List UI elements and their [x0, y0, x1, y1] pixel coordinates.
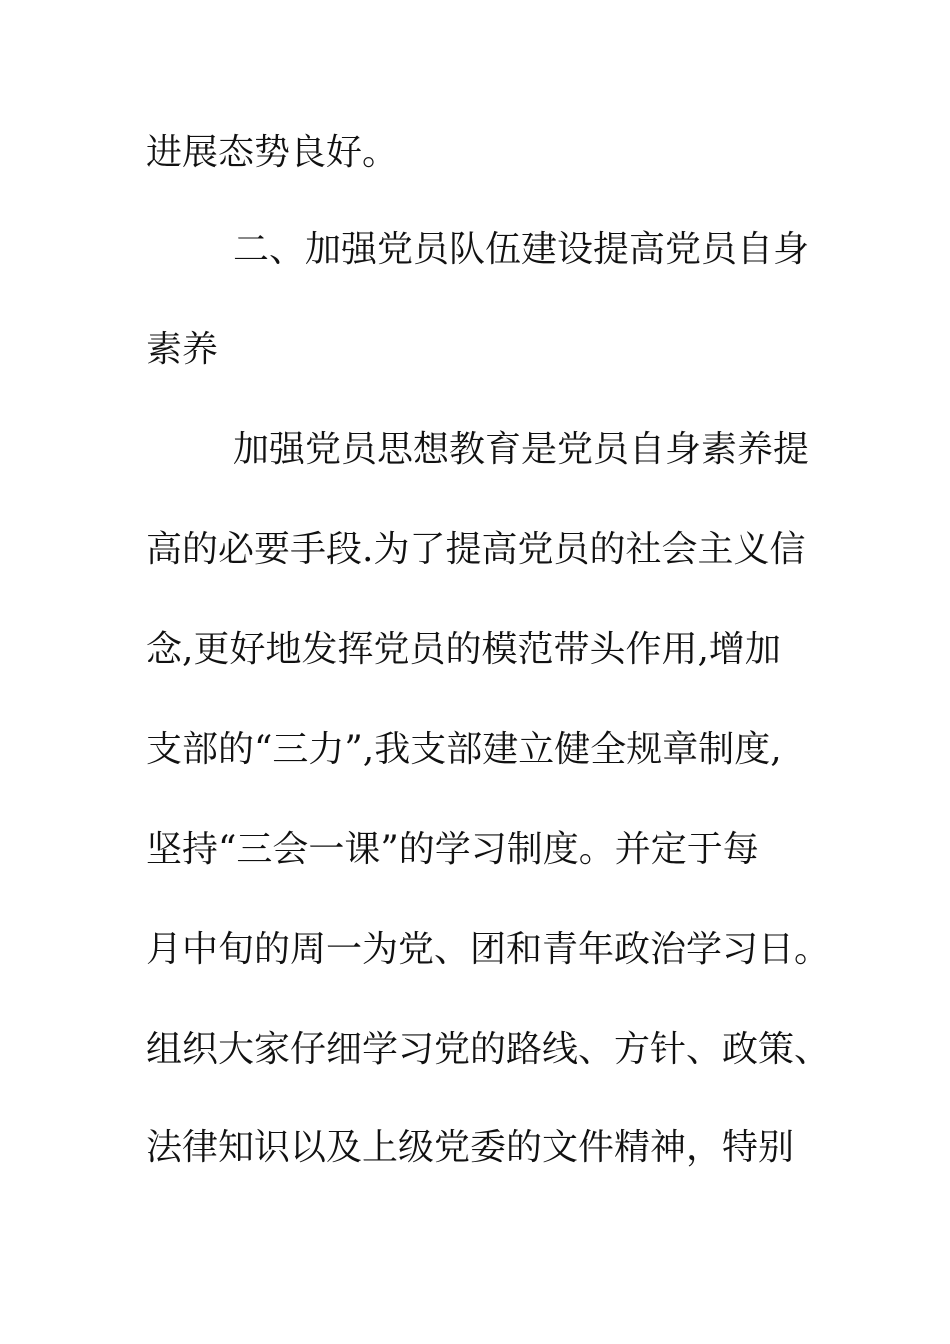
paragraph-line: 法律知识以及上级党委的文件精神，特别: [146, 1127, 795, 1168]
paragraph-line: 加强党员思想教育是党员自身素养提: [233, 429, 810, 470]
paragraph-line: 支部的“三力”,我支部建立健全规章制度,: [146, 729, 782, 770]
paragraph-line: 高的必要手段.为了提高党员的社会主义信: [146, 529, 806, 570]
section-heading-line: 素养: [146, 329, 219, 370]
section-heading-line: 二、加强党员队伍建设提高党员自身: [233, 229, 810, 270]
paragraph-line: 进展态势良好。: [146, 132, 399, 173]
paragraph-line: 组织大家仔细学习党的路线、方针、政策、: [146, 1029, 831, 1070]
paragraph-line: 坚持“三会一课”的学习制度。并定于每: [146, 829, 759, 870]
paragraph-line: 念,更好地发挥党员的模范带头作用,增加: [146, 629, 781, 670]
paragraph-line: 月中旬的周一为党、团和青年政治学习日。: [146, 929, 831, 970]
